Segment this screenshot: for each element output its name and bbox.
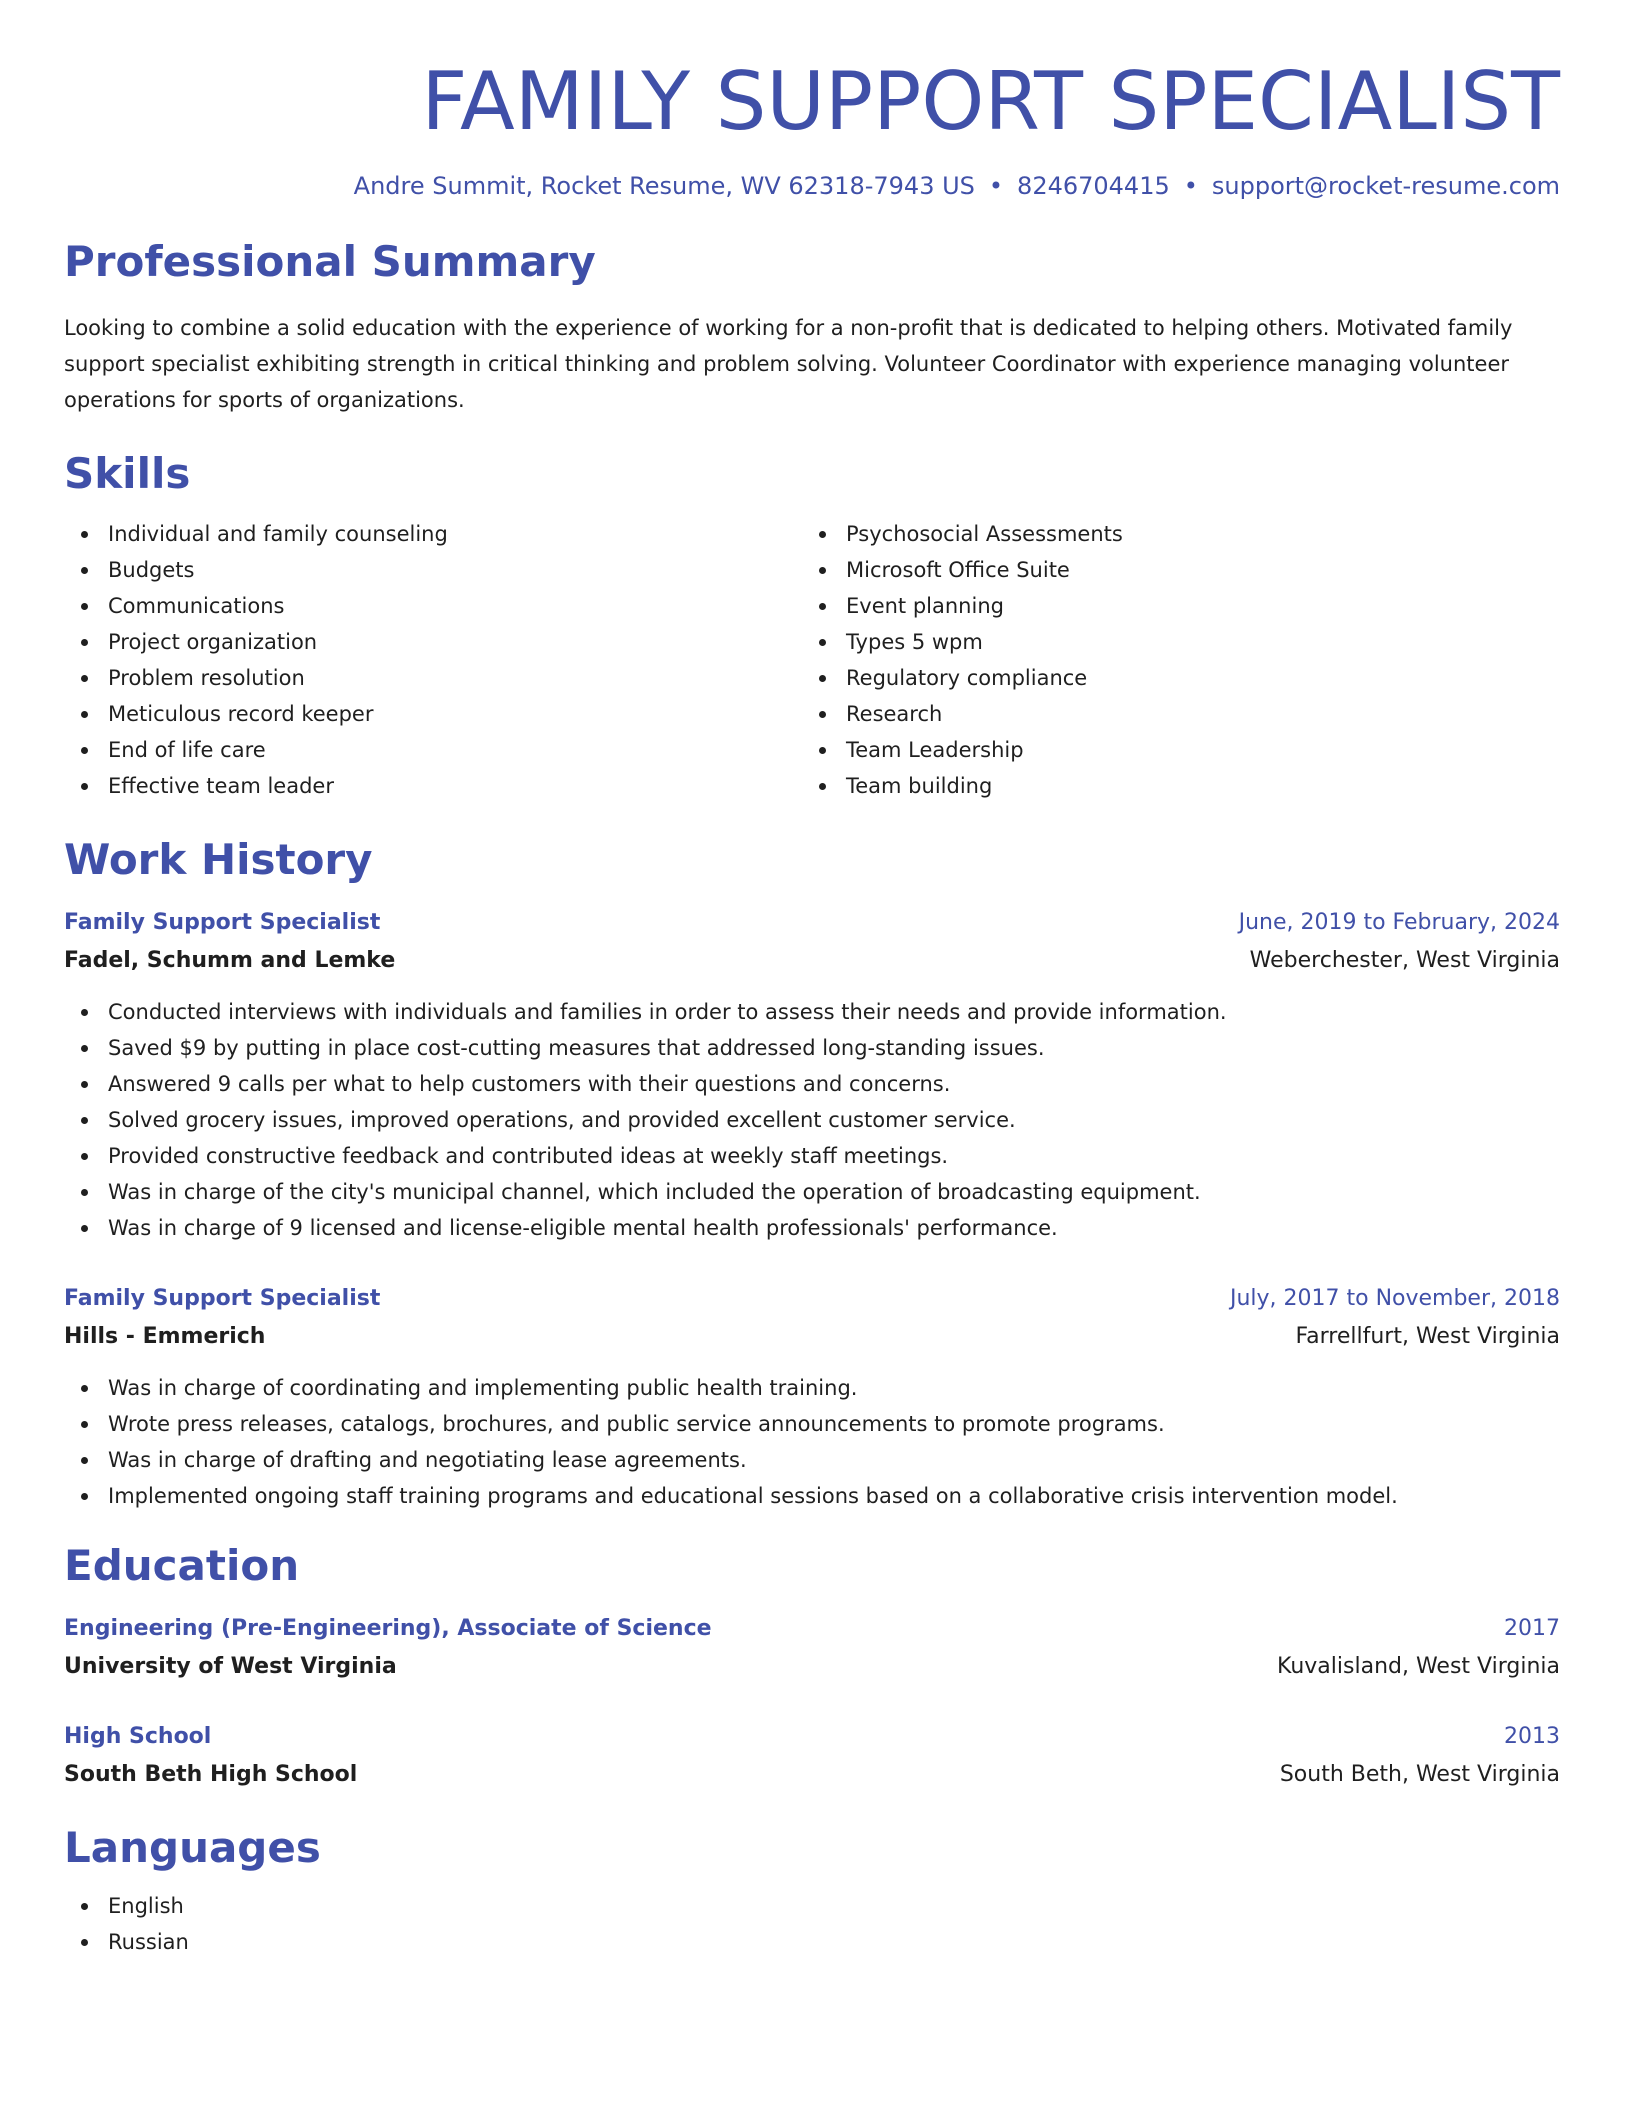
education-school: South Beth High School <box>64 1762 358 1787</box>
work-entry <box>64 904 1560 1246</box>
job-duty: Was in charge of drafting and negotiating lease agreements. <box>64 1442 1560 1478</box>
job-dates: July, 2017 to November, 2018 <box>1229 1286 1560 1311</box>
skill-item: Regulatory compliance <box>802 660 1540 696</box>
skill-item: End of life care <box>64 732 802 768</box>
skills-list <box>64 516 1560 804</box>
job-dates: June, 2019 to February, 2024 <box>1238 910 1560 935</box>
skill-item: Microsoft Office Suite <box>802 552 1540 588</box>
education-school: University of West Virginia <box>64 1654 397 1679</box>
languages-heading: Languages <box>64 1823 321 1872</box>
skills-heading: Skills <box>64 449 191 498</box>
skill-item: Team building <box>802 768 1540 804</box>
skill-item: Project organization <box>64 624 802 660</box>
job-location: Weberchester, West Virginia <box>1249 948 1560 973</box>
summary-text: Looking to combine a solid education with the experience of working for a non-profit that is dedicated to helping others. Motivated family support specialist exhibiting strength in critical thinking and problem solving. Volunteer Coordinator with experience managing volunteer operations for sports of organizations. <box>64 316 1513 412</box>
education-degree: High School <box>64 1724 212 1749</box>
skill-item: Event planning <box>802 588 1540 624</box>
contact-address: Andre Summit, Rocket Resume, WV 62318-7943 US <box>353 172 975 200</box>
resume-page <box>64 52 1560 1960</box>
skill-item: Problem resolution <box>64 660 802 696</box>
education-entry <box>64 1610 1560 1686</box>
education-year: 2017 <box>1504 1616 1560 1641</box>
languages-list <box>64 1888 1560 1960</box>
separator-dot: • <box>1183 172 1198 200</box>
job-role: Family Support Specialist <box>64 1286 381 1311</box>
education-entry <box>64 1718 1560 1794</box>
job-employer: Hills - Emmerich <box>64 1324 266 1349</box>
contact-line <box>64 172 1560 200</box>
job-duty: Was in charge of coordinating and implementing public health training. <box>64 1370 1560 1406</box>
skill-item: Psychosocial Assessments <box>802 516 1540 552</box>
contact-phone: 8246704415 <box>1017 172 1170 200</box>
work-history-heading: Work History <box>64 835 373 884</box>
language-item: English <box>64 1888 1560 1924</box>
job-duty: Was in charge of the city's municipal channel, which included the operation of broadcasting equipment. <box>64 1174 1560 1210</box>
job-duties-list <box>64 1370 1560 1514</box>
skill-item: Communications <box>64 588 802 624</box>
work-entry <box>64 1280 1560 1514</box>
job-role: Family Support Specialist <box>64 910 381 935</box>
job-duty: Saved $9 by putting in place cost-cutting measures that addressed long-standing issues. <box>64 1030 1560 1066</box>
separator-dot: • <box>988 172 1004 200</box>
skill-item: Budgets <box>64 552 802 588</box>
job-duty: Solved grocery issues, improved operations, and provided excellent customer service. <box>64 1102 1560 1138</box>
job-employer: Fadel, Schumm and Lemke <box>64 948 396 973</box>
skill-item: Effective team leader <box>64 768 802 804</box>
education-year: 2013 <box>1504 1724 1560 1749</box>
job-duty: Answered 9 calls per what to help customers with their questions and concerns. <box>64 1066 1560 1102</box>
education-degree: Engineering (Pre-Engineering), Associate of Science <box>64 1616 712 1641</box>
skills-column-right <box>802 516 1540 804</box>
education-location: South Beth, West Virginia <box>1279 1762 1560 1787</box>
contact-email[interactable]: support@rocket-resume.com <box>1211 172 1560 200</box>
skills-column-left <box>64 516 802 804</box>
education-heading: Education <box>64 1541 300 1590</box>
job-duties-list <box>64 994 1560 1246</box>
language-item: Russian <box>64 1924 1560 1960</box>
resume-title: FAMILY SUPPORT SPECIALIST <box>421 55 1560 148</box>
job-duty: Wrote press releases, catalogs, brochures, and public service announcements to promote programs. <box>64 1406 1560 1442</box>
skill-item: Meticulous record keeper <box>64 696 802 732</box>
job-duty: Conducted interviews with individuals and families in order to assess their needs and provide information. <box>64 994 1560 1030</box>
skill-item: Research <box>802 696 1540 732</box>
job-location: Farrellfurt, West Virginia <box>1295 1324 1560 1349</box>
skill-item: Types 5 wpm <box>802 624 1540 660</box>
job-duty: Implemented ongoing staff training programs and educational sessions based on a collaborative crisis intervention model. <box>64 1478 1560 1514</box>
job-duty: Provided constructive feedback and contributed ideas at weekly staff meetings. <box>64 1138 1560 1174</box>
job-duty: Was in charge of 9 licensed and license-eligible mental health professionals' performance. <box>64 1210 1560 1246</box>
skill-item: Team Leadership <box>802 732 1540 768</box>
education-location: Kuvalisland, West Virginia <box>1277 1654 1560 1679</box>
skill-item: Individual and family counseling <box>64 516 802 552</box>
summary-heading: Professional Summary <box>64 237 596 286</box>
